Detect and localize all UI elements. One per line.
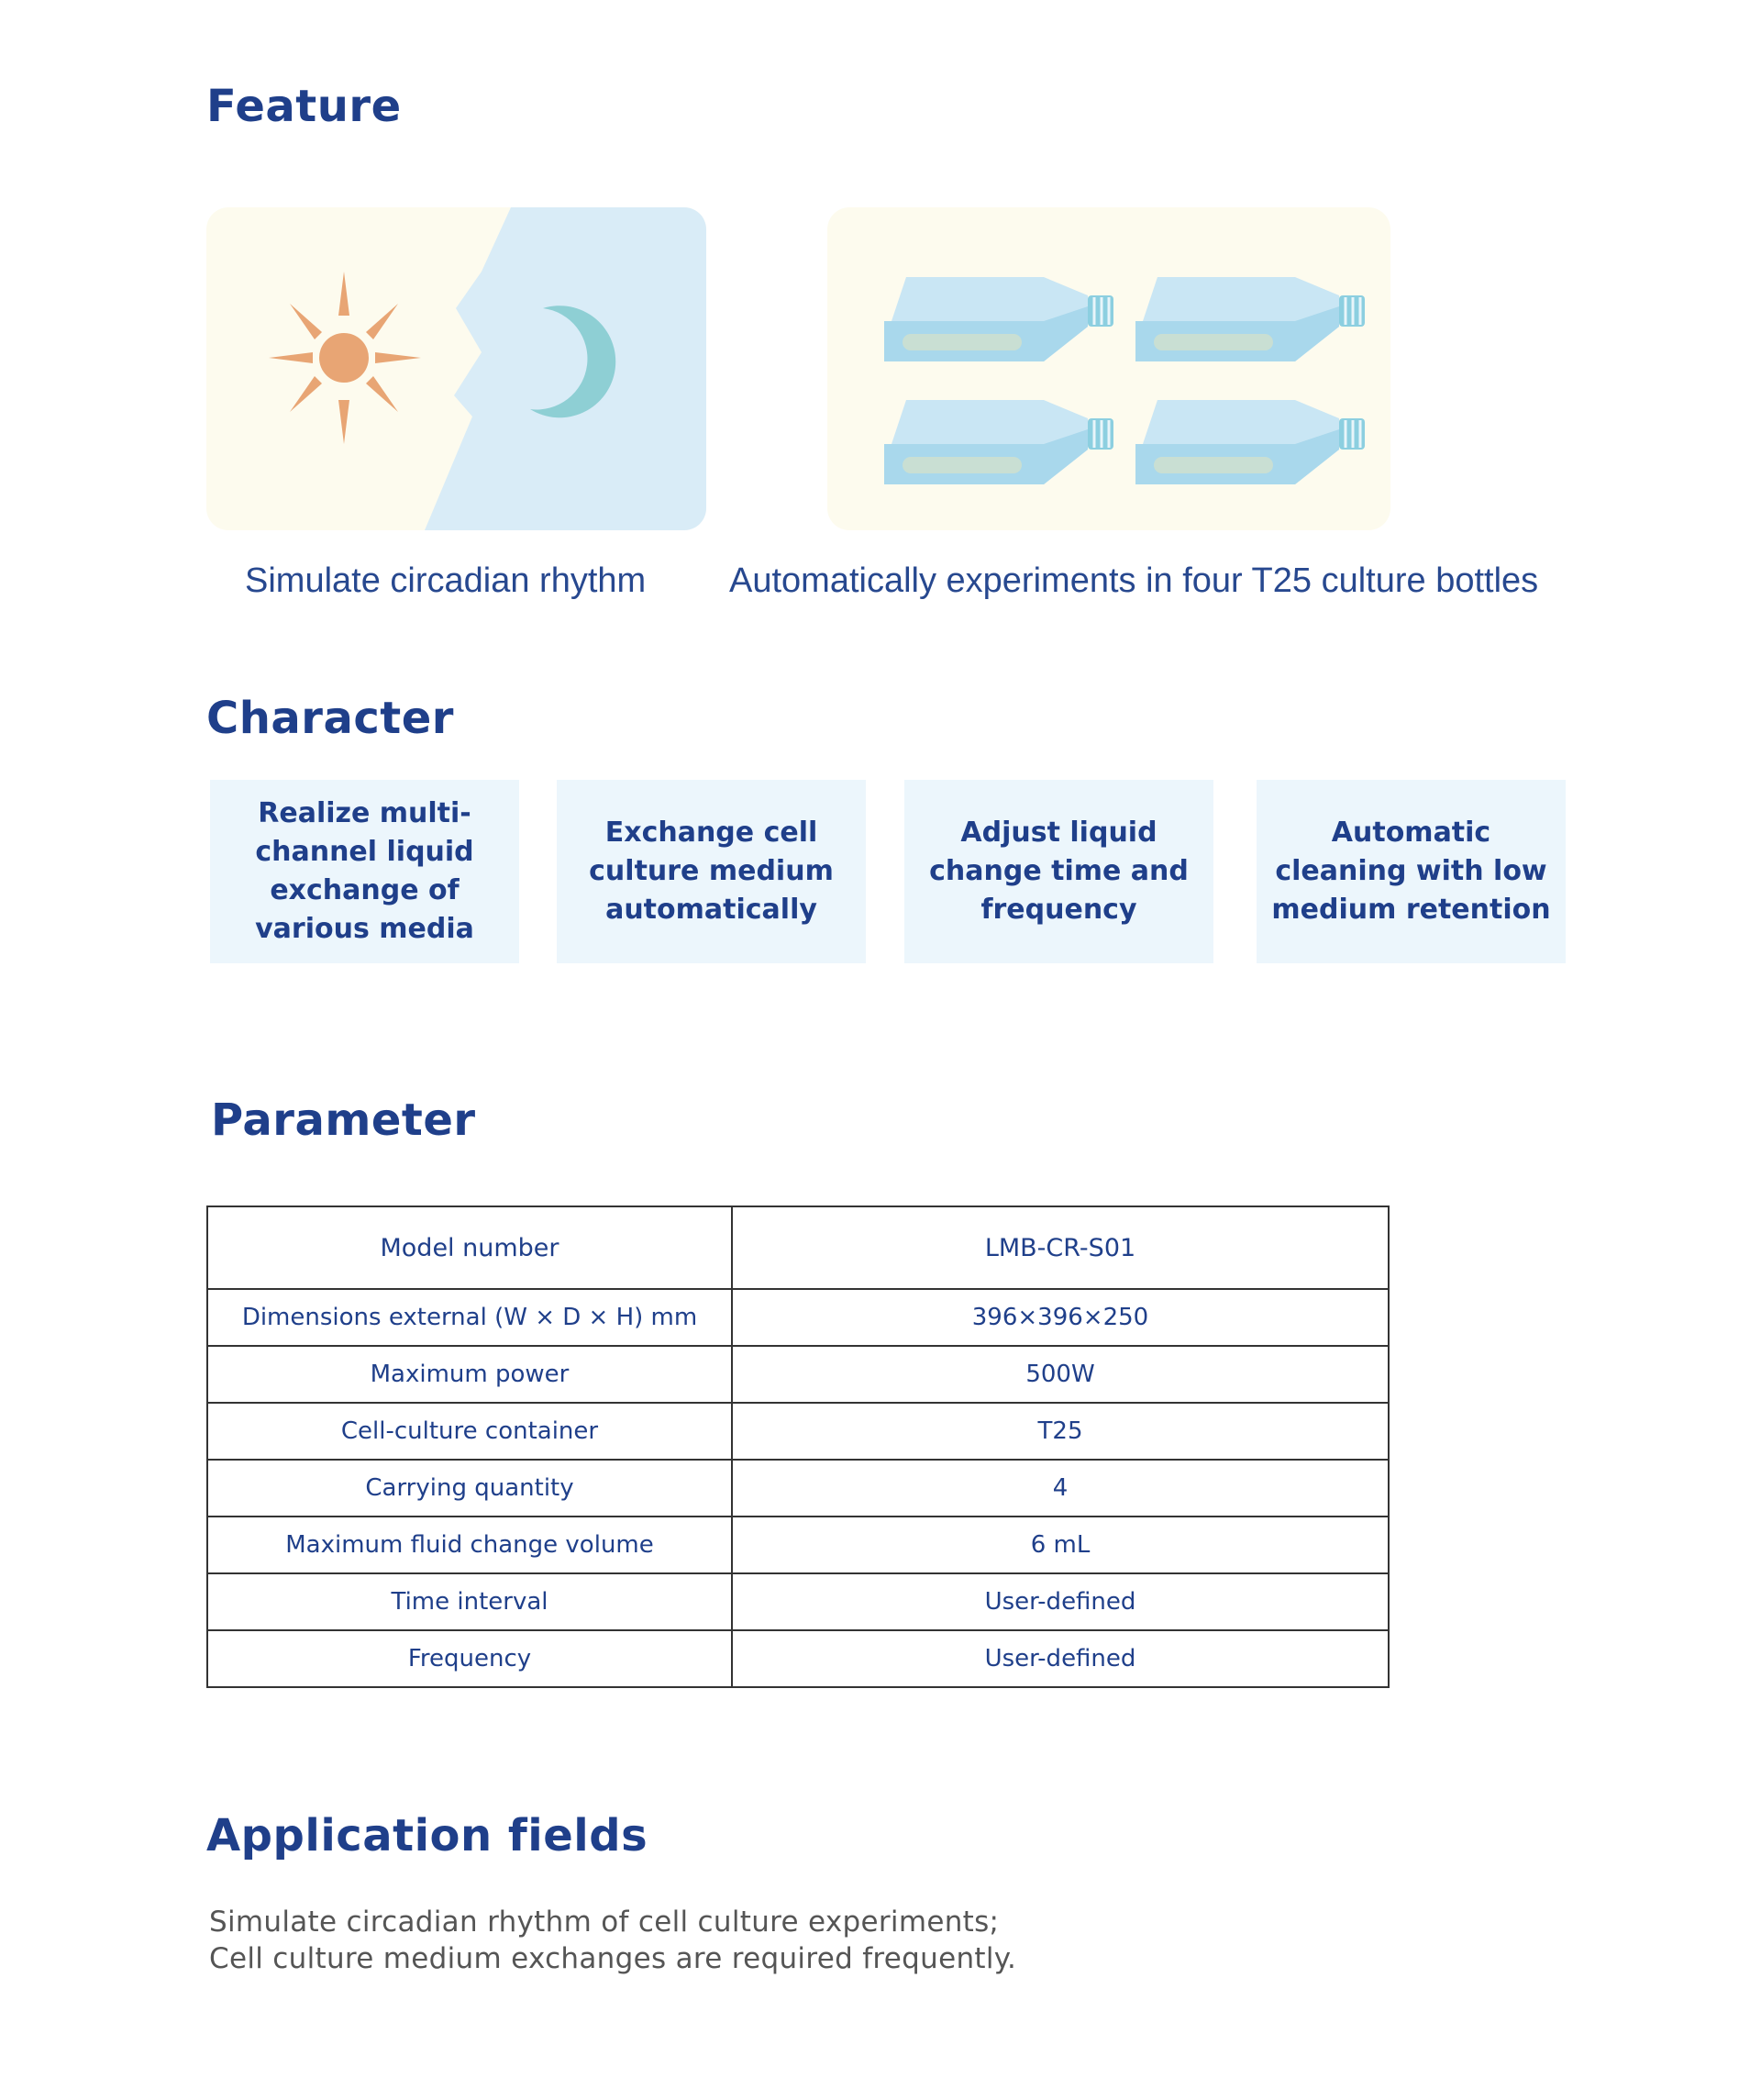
- application-line: Simulate circadian rhythm of cell culture experiments;: [209, 1906, 1000, 1939]
- night-panel: [425, 207, 706, 530]
- feature-heading: Feature: [206, 81, 402, 132]
- application-line: Cell culture medium exchanges are required frequently.: [209, 1942, 1017, 1975]
- model-number-label: Model number: [207, 1206, 732, 1289]
- table-row: [207, 1403, 1389, 1460]
- param-label: Carrying quantity: [207, 1460, 732, 1517]
- application-text: [209, 1904, 1016, 1977]
- table-row: [207, 1460, 1389, 1517]
- application-heading: Application fields: [206, 1810, 648, 1861]
- table-row: [207, 1573, 1389, 1630]
- param-value: User-defined: [732, 1573, 1389, 1630]
- param-label: Dimensions external (W × D × H) mm: [207, 1289, 732, 1346]
- table-row: [207, 1289, 1389, 1346]
- culture-bottle-icon: [884, 400, 1113, 484]
- bottles-card: [827, 207, 1390, 530]
- culture-bottle-icon: [884, 277, 1113, 361]
- param-label: Maximum fluid change volume: [207, 1517, 732, 1573]
- character-item: Exchange cell culture medium automatically: [557, 780, 866, 963]
- param-value: 6 mL: [732, 1517, 1389, 1573]
- param-value: 500W: [732, 1346, 1389, 1403]
- culture-bottle-icon: [1135, 400, 1365, 484]
- param-value: 396×396×250: [732, 1289, 1389, 1346]
- param-label: Time interval: [207, 1573, 732, 1630]
- param-label: Frequency: [207, 1630, 732, 1687]
- table-row: [207, 1517, 1389, 1573]
- character-item: Automatic cleaning with low medium retention: [1257, 780, 1566, 963]
- bottles-illustration: [827, 207, 1390, 530]
- param-value: 4: [732, 1460, 1389, 1517]
- circadian-card: [206, 207, 706, 530]
- param-value: User-defined: [732, 1630, 1389, 1687]
- param-label: Cell-culture container: [207, 1403, 732, 1460]
- parameter-heading: Parameter: [211, 1094, 476, 1146]
- circadian-caption: Simulate circadian rhythm: [245, 561, 647, 600]
- character-heading: Character: [206, 693, 454, 744]
- culture-bottle-icon: [1135, 277, 1365, 361]
- table-header-row: [207, 1206, 1389, 1289]
- model-number-value: LMB-CR-S01: [732, 1206, 1389, 1289]
- bottles-caption: Automatically experiments in four T25 culture bottles: [729, 561, 1539, 600]
- character-item: Realize multi-channel liquid exchange of various media: [210, 780, 519, 963]
- table-row: [207, 1346, 1389, 1403]
- table-row: [207, 1630, 1389, 1687]
- param-value: T25: [732, 1403, 1389, 1460]
- circadian-illustration: [206, 207, 706, 530]
- parameter-table: [206, 1206, 1390, 1688]
- sun-icon: [269, 272, 421, 444]
- character-item: Adjust liquid change time and frequency: [904, 780, 1213, 963]
- param-label: Maximum power: [207, 1346, 732, 1403]
